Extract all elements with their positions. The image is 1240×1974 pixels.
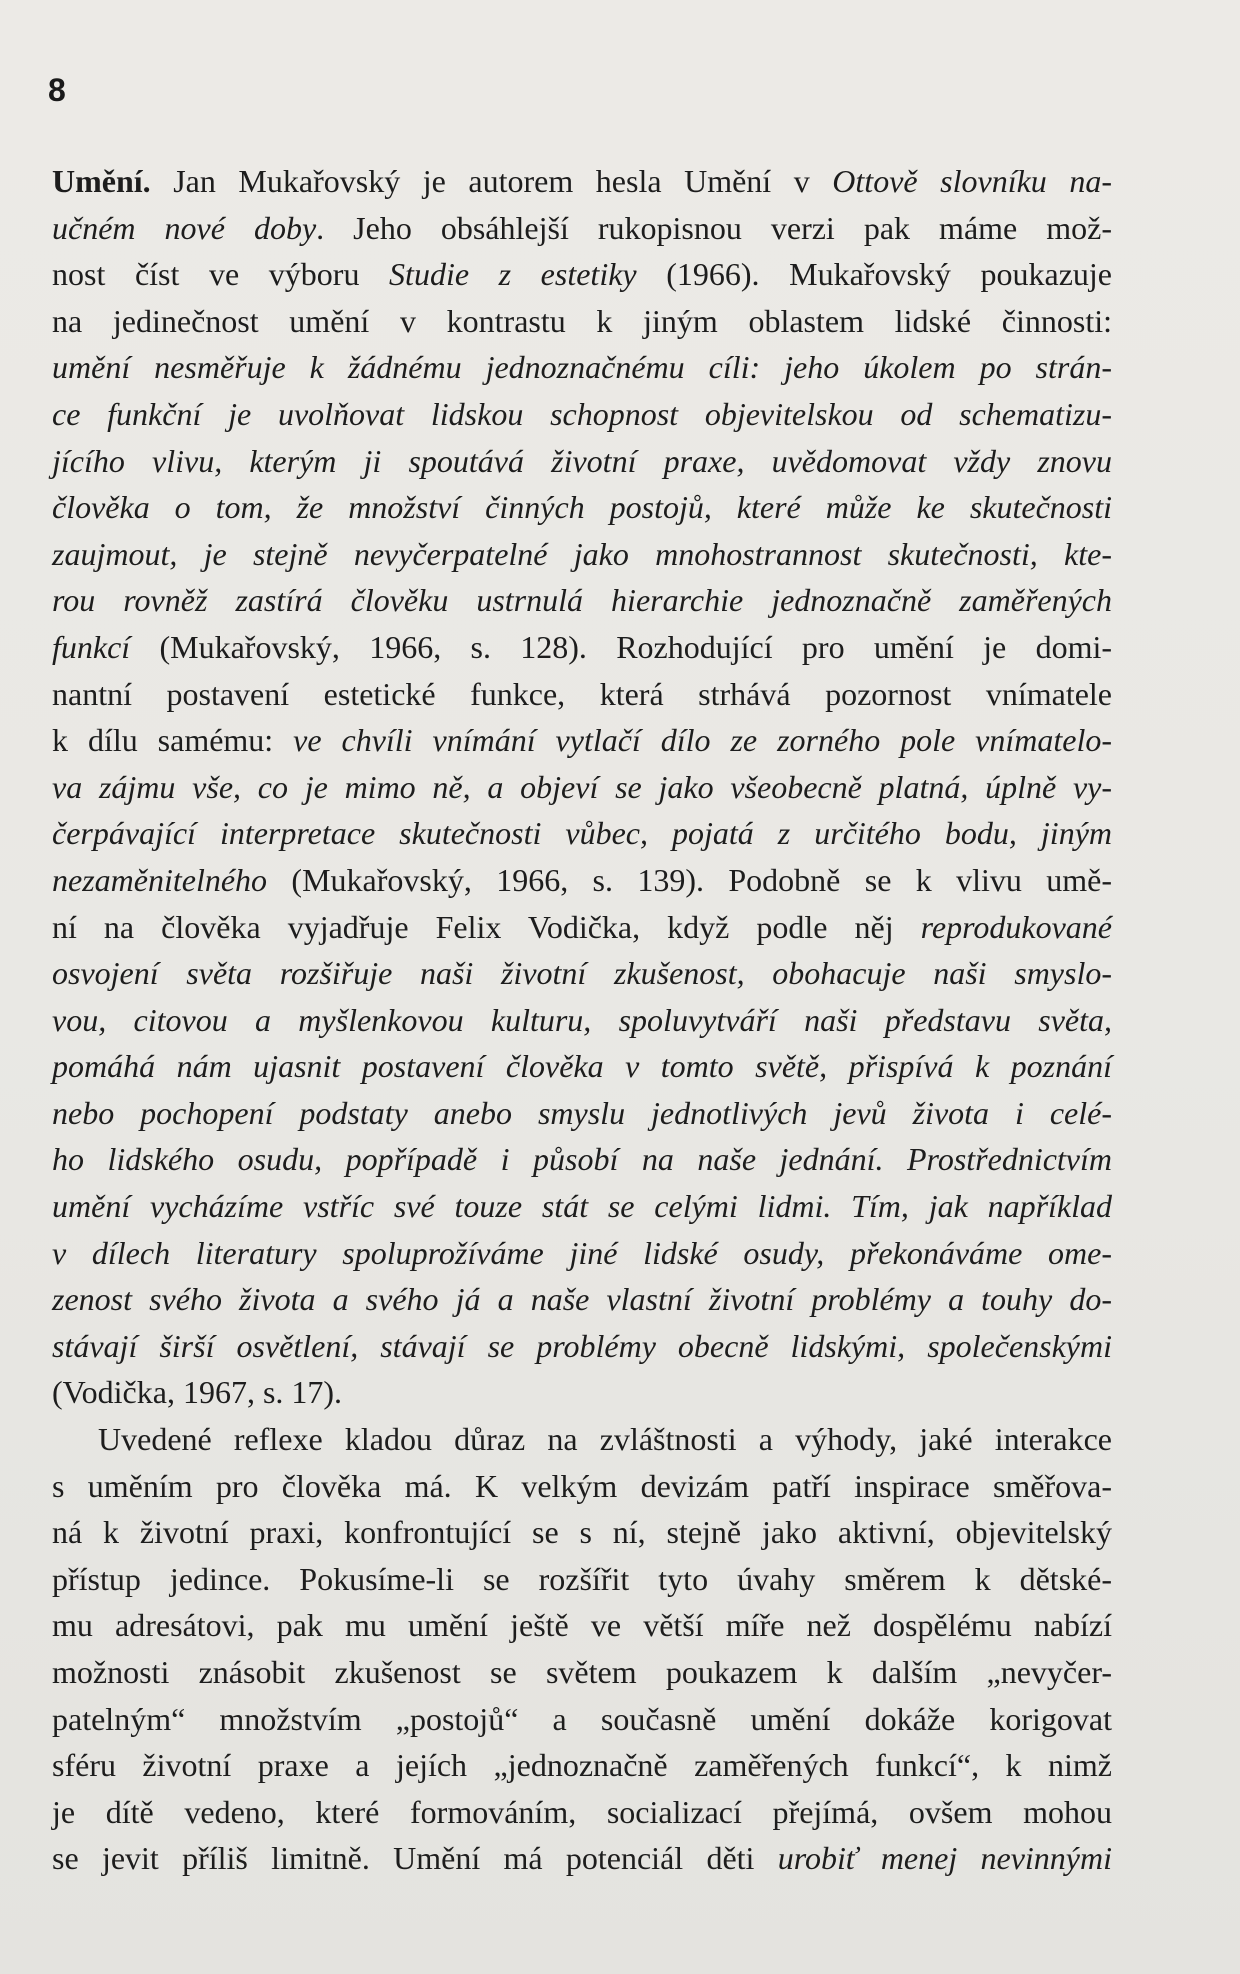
text-line xyxy=(52,1463,1112,1510)
page-number: 8 xyxy=(48,72,66,108)
text-line xyxy=(52,1696,1112,1743)
text-line xyxy=(52,1742,1112,1789)
regular-text: Uvedené reflexe kladou důraz na zvláštnosti a výhody, jaké interakce xyxy=(98,1421,1112,1458)
text-line xyxy=(52,1369,1112,1416)
regular-text: mu adresátovi, pak mu umění ještě ve větší míře než dospělému nabízí xyxy=(52,1607,1112,1644)
italic-text: vou, citovou a myšlenkovou kulturu, spoluvytváří naši představu světa, xyxy=(52,1001,1112,1038)
regular-text: (Mukařovský, 1966, s. 139). Podobně se k vlivu umě- xyxy=(267,861,1112,898)
text-line xyxy=(52,624,1112,671)
text-line xyxy=(52,1276,1112,1323)
regular-text: je dítě vedeno, které formováním, socializací přejímá, ovšem mohou xyxy=(52,1793,1112,1830)
italic-text: funkcí xyxy=(52,628,131,665)
text-line xyxy=(52,205,1112,252)
regular-text: ní na člověka vyjadřuje Felix Vodička, když podle něj xyxy=(52,908,921,945)
text-line xyxy=(52,251,1112,298)
regular-text: na jedinečnost umění v kontrastu k jiným oblastem lidské činnosti: xyxy=(52,302,1112,339)
text-line xyxy=(52,1416,1112,1463)
italic-text: zenost svého života a svého já a naše vlastní životní problémy a touhy do- xyxy=(52,1281,1112,1318)
italic-text: Ottově slovníku na- xyxy=(832,163,1112,199)
regular-text: ná k životní praxi, konfrontující se s ní, stejně jako aktivní, objevitelský xyxy=(52,1514,1112,1551)
text-line xyxy=(52,997,1112,1044)
text-line xyxy=(52,1835,1112,1882)
regular-text: nantní postavení estetické funkce, která strhává pozornost vnímatele xyxy=(52,675,1112,712)
regular-text: k dílu samému: xyxy=(52,722,294,759)
italic-text: Studie z estetiky xyxy=(389,256,637,293)
text-line xyxy=(52,344,1112,391)
italic-text: reprodukované xyxy=(920,908,1112,945)
text-line xyxy=(52,391,1112,438)
italic-text: učném nové doby xyxy=(52,209,317,246)
text-line xyxy=(52,764,1112,811)
regular-text: s uměním pro člověka má. K velkým devizám patří inspirace směřova- xyxy=(52,1467,1112,1504)
regular-text: (1966). Mukařovský poukazuje xyxy=(636,256,1113,293)
text-line xyxy=(52,904,1112,951)
regular-text: přístup jedince. Pokusíme-li se rozšířit tyto úvahy směrem k dětské- xyxy=(52,1560,1112,1597)
text-line xyxy=(52,950,1112,997)
regular-text: se jevit příliš limitně. Umění má potenciál děti xyxy=(52,1840,778,1877)
italic-text: osvojení světa rozšiřuje naši životní zkušenost, obohacuje naši smyslo- xyxy=(52,955,1112,992)
italic-text: člověka o tom, že množství činných postojů, které může ke skutečnosti xyxy=(52,489,1112,526)
text-line xyxy=(52,1602,1112,1649)
italic-text: ve chvíli vnímání vytlačí dílo ze zorného pole vnímatelo- xyxy=(293,722,1113,759)
text-line xyxy=(52,158,1112,205)
regular-text: možnosti znásobit zkušenost se světem poukazem k dalším „nevyčer- xyxy=(52,1654,1112,1690)
italic-text: ho lidského osudu, popřípadě i působí na naše jednání. Prostřednictvím xyxy=(52,1141,1112,1178)
text-line xyxy=(52,531,1112,578)
text-line xyxy=(52,1649,1112,1696)
text-line xyxy=(52,1230,1112,1277)
italic-text: čerpávající interpretace skutečnosti vůbec, pojatá z určitého bodu, jiným xyxy=(52,815,1112,852)
italic-text: ce funkční je uvolňovat lidskou schopnost objevitelskou od schematizu- xyxy=(52,395,1112,432)
italic-text: rou rovněž zastírá člověku ustrnulá hierarchie jednoznačně zaměřených xyxy=(52,582,1112,619)
paragraph-uvedene-reflexe xyxy=(52,1416,1112,1882)
text-line xyxy=(52,1136,1112,1183)
italic-text: va zájmu vše, co je mimo ně, a objeví se jako všeobecně platná, úplně vy- xyxy=(52,768,1112,805)
italic-text: pomáhá nám ujasnit postavení člověka v tomto světě, přispívá k poznání xyxy=(52,1048,1112,1085)
italic-text: umění vycházíme vstříc své touze stát se celými lidmi. Tím, jak například xyxy=(52,1188,1112,1225)
italic-text: urobiť menej nevinnými xyxy=(777,1840,1113,1877)
regular-text: Jan Mukařovský je autorem hesla Umění v xyxy=(150,163,833,199)
text-line xyxy=(52,717,1112,764)
italic-text: umění nesměřuje k žádnému jednoznačnému cíli: jeho úkolem po strán- xyxy=(52,349,1112,386)
text-line xyxy=(52,484,1112,531)
regular-text: (Vodička, 1967, s. 17). xyxy=(52,1374,343,1411)
regular-text: . Jeho obsáhlejší rukopisnou verzi pak máme mož- xyxy=(316,209,1112,246)
bold-text: Umění. xyxy=(52,163,151,199)
text-line xyxy=(52,1556,1112,1603)
body-text xyxy=(52,158,1112,1882)
text-line xyxy=(52,438,1112,485)
italic-text: zaujmout, je stejně nevyčerpatelné jako mnohostrannost skutečnosti, kte- xyxy=(52,535,1112,572)
italic-text: stávají širší osvětlení, stávají se problémy obecně lidskými, společenskými xyxy=(52,1327,1112,1364)
text-line xyxy=(52,1043,1112,1090)
text-line xyxy=(52,1789,1112,1836)
text-line xyxy=(52,810,1112,857)
text-line xyxy=(52,1323,1112,1370)
italic-text: jícího vlivu, kterým ji spoutává životní praxe, uvědomovat vždy znovu xyxy=(52,442,1112,479)
text-line xyxy=(52,1183,1112,1230)
text-line xyxy=(52,671,1112,718)
text-line xyxy=(52,577,1112,624)
regular-text: nost číst ve výboru xyxy=(52,256,390,293)
regular-text: sféru životní praxe a jejích „jednoznačně zaměřených funkcí“, k nimž xyxy=(52,1747,1112,1784)
italic-text: nezaměnitelného xyxy=(52,861,268,898)
italic-text: nebo pochopení podstaty anebo smyslu jednotlivých jevů života i celé- xyxy=(52,1094,1112,1131)
regular-text: patelným“ množstvím „postojů“ a současně umění dokáže korigovat xyxy=(52,1700,1112,1737)
regular-text: (Mukařovský, 1966, s. 128). Rozhodující pro umění je domi- xyxy=(130,628,1112,665)
text-line xyxy=(52,857,1112,904)
text-line xyxy=(52,1090,1112,1137)
text-line xyxy=(52,298,1112,345)
italic-text: v dílech literatury spoluprožíváme jiné lidské osudy, překonáváme ome- xyxy=(52,1234,1112,1271)
text-line xyxy=(52,1509,1112,1556)
paragraph-umeni xyxy=(52,158,1112,1416)
